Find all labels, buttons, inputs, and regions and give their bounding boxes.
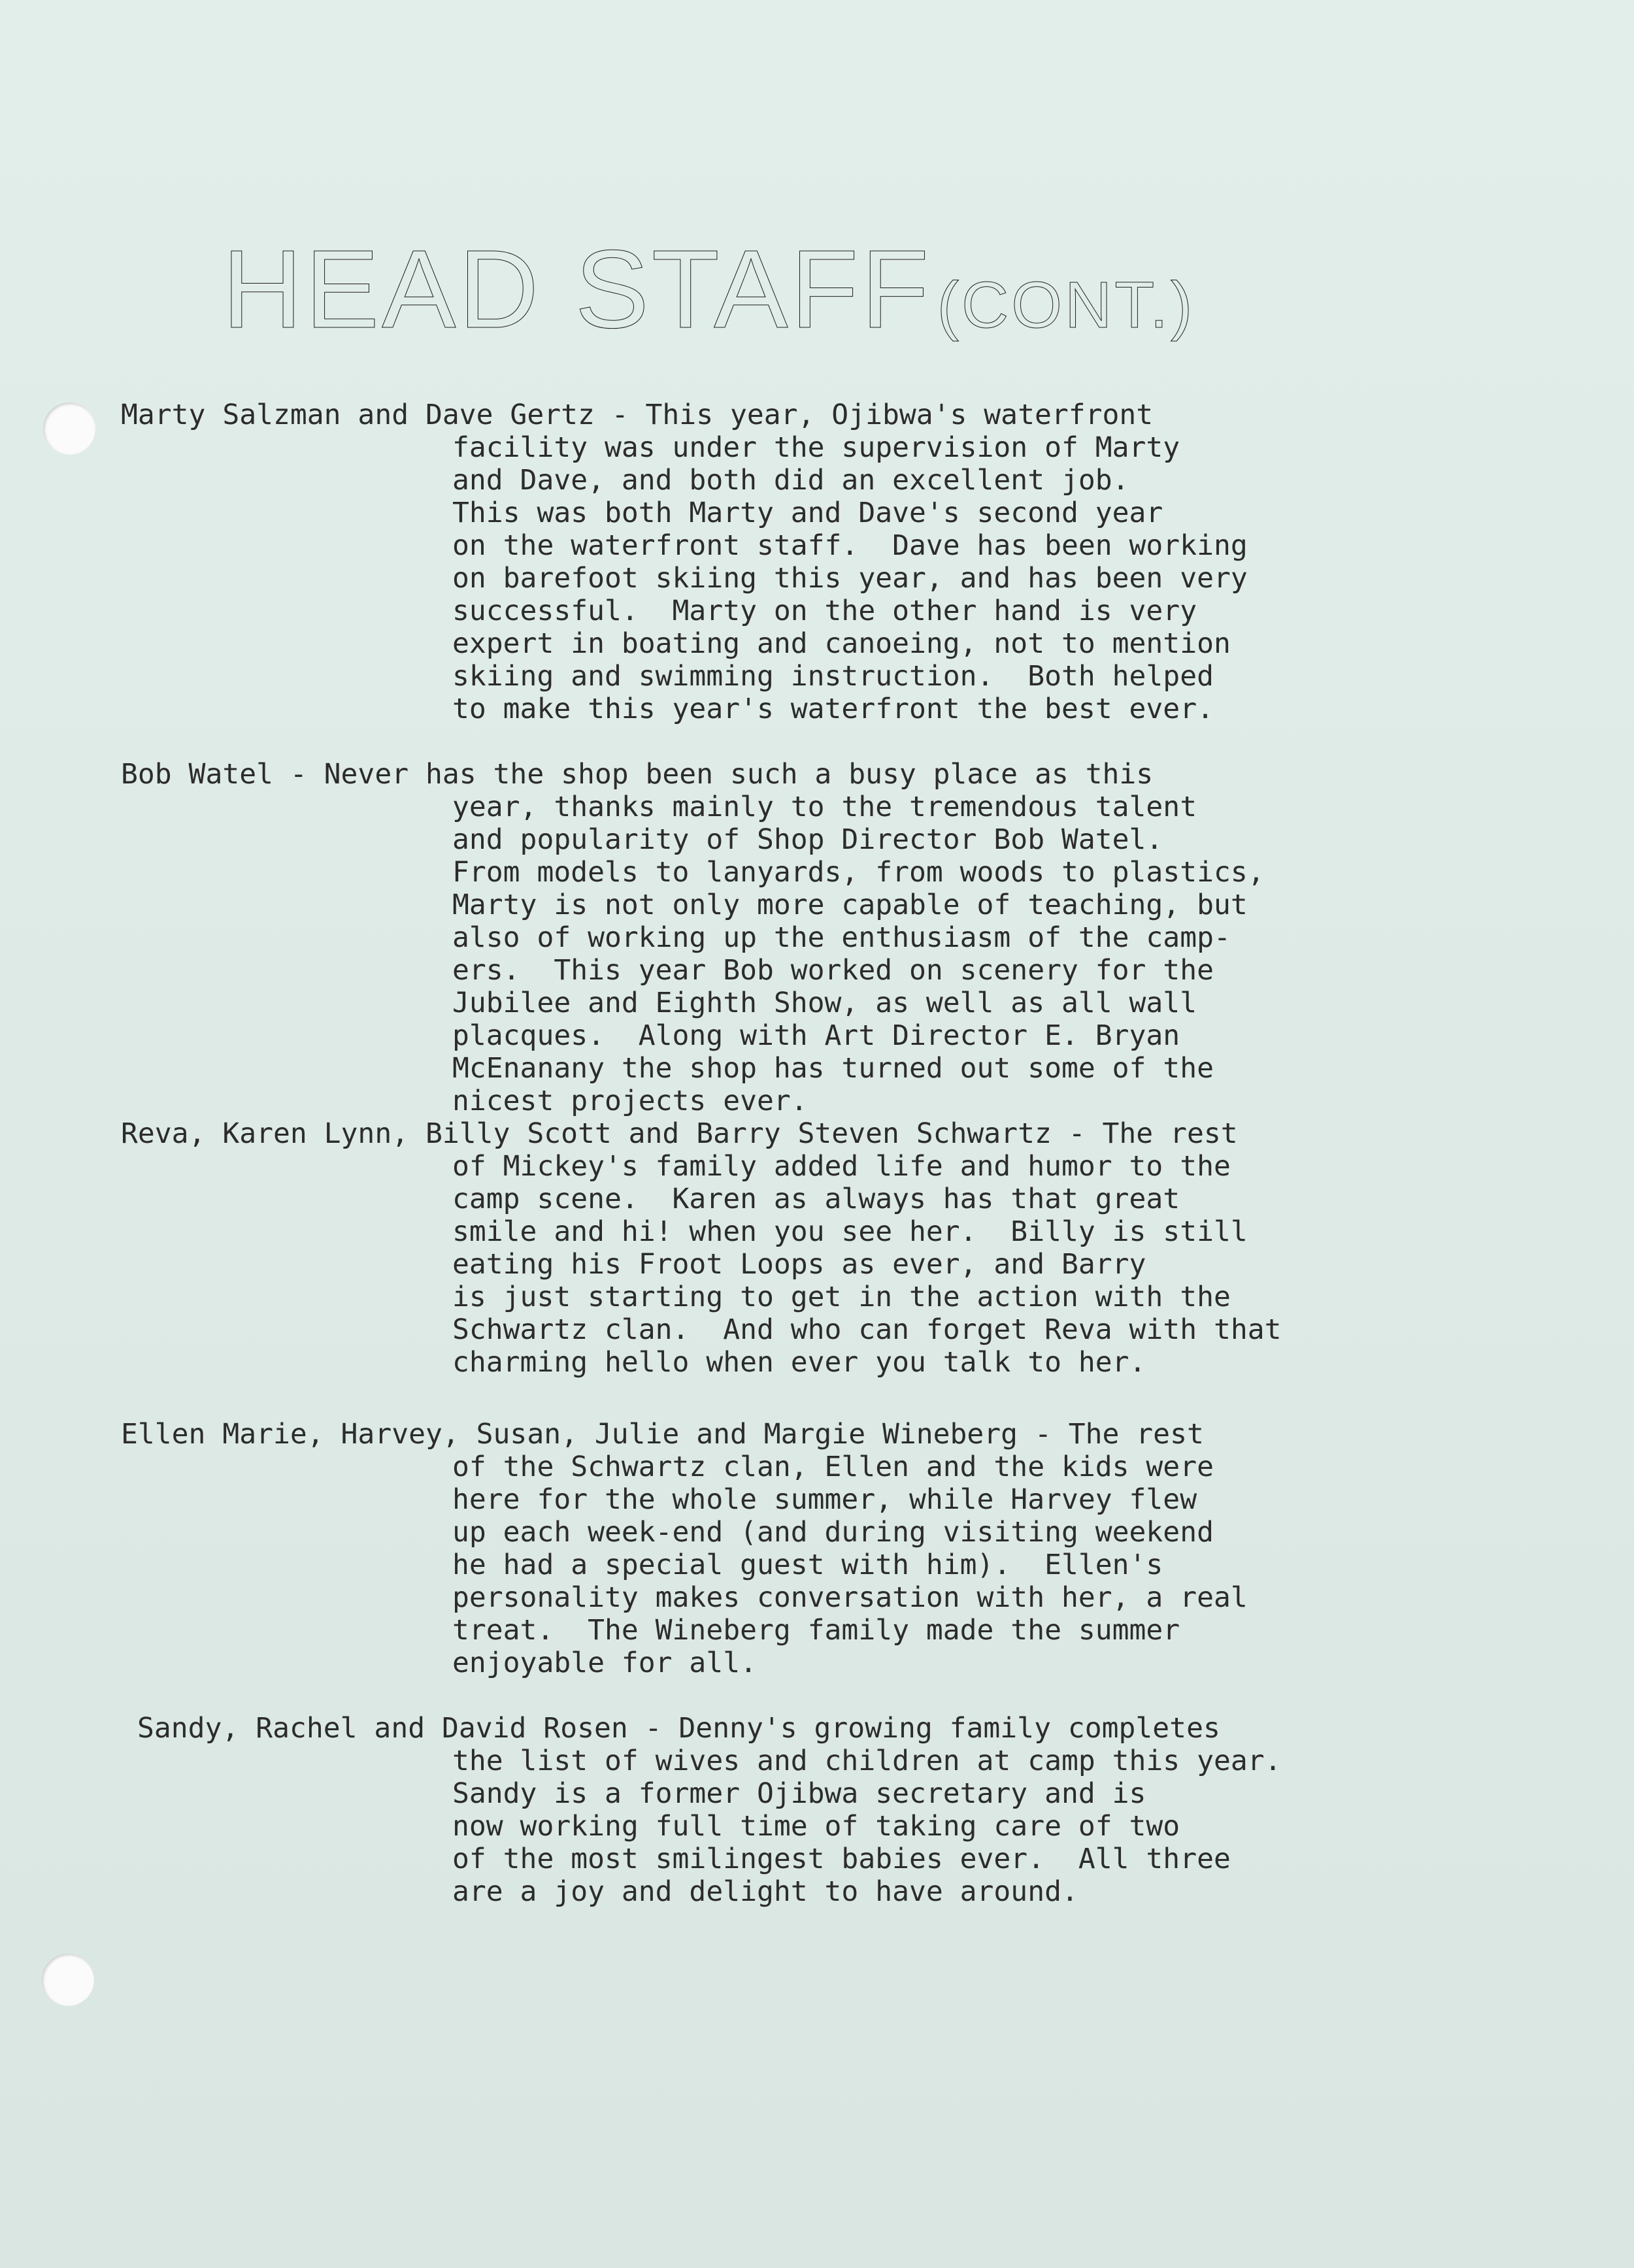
staff-entry-rosen	[137, 1712, 1282, 1908]
entry-line: to make this year's waterfront the best ever.	[452, 693, 1214, 725]
entry-line: Schwartz clan. And who can forget Reva with that	[452, 1313, 1282, 1346]
entry-line: Marty is not only more capable of teaching, but	[452, 889, 1248, 921]
entry-line: up each week-end (and during visiting weekend	[452, 1516, 1214, 1549]
entry-line: Reva, Karen Lynn, Billy Scott and Barry Steven Schwartz - The rest	[121, 1117, 1238, 1150]
entry-line: Bob Watel - Never has the shop been such a busy place as this	[121, 758, 1154, 791]
entry-line: are a joy and delight to have around.	[452, 1875, 1078, 1908]
entry-line: of the most smilingest babies ever. All three	[452, 1843, 1231, 1875]
entry-line: ers. This year Bob worked on scenery for the	[452, 954, 1214, 987]
entry-line: Jubilee and Eighth Show, as well as all wall	[452, 987, 1197, 1019]
entry-line: on barefoot skiing this year, and has been very	[452, 562, 1248, 595]
entry-line: facility was under the supervision of Marty	[452, 431, 1180, 464]
staff-entry-watel	[121, 758, 1265, 1117]
entry-line: of Mickey's family added life and humor to the	[452, 1150, 1231, 1183]
entry-line: now working full time of taking care of two	[452, 1810, 1180, 1843]
entry-line: expert in boating and canoeing, not to mention	[452, 627, 1231, 660]
entry-line: Ellen Marie, Harvey, Susan, Julie and Margie Wineberg - The rest	[121, 1418, 1204, 1451]
entry-line: camp scene. Karen as always has that great	[452, 1183, 1180, 1215]
entry-line: also of working up the enthusiasm of the camp-	[452, 921, 1231, 954]
entry-line: of the Schwartz clan, Ellen and the kids were	[452, 1451, 1214, 1483]
entry-line: successful. Marty on the other hand is very	[452, 595, 1197, 627]
entry-line: and Dave, and both did an excellent job.	[452, 464, 1129, 497]
entry-line: Sandy, Rachel and David Rosen - Denny's growing family completes	[137, 1712, 1220, 1745]
entry-line: year, thanks mainly to the tremendous talent	[452, 791, 1197, 823]
entry-line: eating his Froot Loops as ever, and Barry	[452, 1248, 1146, 1281]
staff-entry-wineberg	[121, 1418, 1248, 1679]
page-title	[222, 225, 1195, 353]
staff-entry-salzman-gertz	[121, 399, 1248, 725]
entry-line: McEnanany the shop has turned out some of the	[452, 1052, 1214, 1085]
entry-line: charming hello when ever you talk to her.	[452, 1346, 1146, 1379]
entry-line: From models to lanyards, from woods to plastics,	[452, 856, 1265, 889]
entry-line: This was both Marty and Dave's second year	[452, 497, 1163, 529]
entry-line: Sandy is a former Ojibwa secretary and is	[452, 1777, 1146, 1810]
entry-line: he had a special guest with him). Ellen's	[452, 1549, 1163, 1581]
staff-entry-schwartz	[121, 1117, 1282, 1379]
entry-line: is just starting to get in the action with the	[452, 1281, 1231, 1313]
entry-line: personality makes conversation with her, a real	[452, 1581, 1248, 1614]
entry-line: the list of wives and children at camp this year.	[452, 1745, 1282, 1777]
entry-line: skiing and swimming instruction. Both helped	[452, 660, 1214, 693]
title-main: HEAD STAFF	[222, 227, 932, 352]
punch-hole-bottom	[42, 1954, 94, 2006]
title-sub: (CONT.)	[937, 269, 1195, 342]
entry-line: placques. Along with Art Director E. Bryan	[452, 1019, 1180, 1052]
entry-line: Marty Salzman and Dave Gertz - This year, Ojibwa's waterfront	[121, 399, 1154, 431]
entry-line: enjoyable for all.	[452, 1647, 757, 1679]
entry-line: here for the whole summer, while Harvey flew	[452, 1483, 1197, 1516]
entry-line: smile and hi! when you see her. Billy is still	[452, 1215, 1248, 1248]
entry-line: on the waterfront staff. Dave has been working	[452, 529, 1248, 562]
entry-line: and popularity of Shop Director Bob Watel.	[452, 823, 1163, 856]
entry-line: treat. The Wineberg family made the summer	[452, 1614, 1180, 1647]
punch-hole-top	[43, 403, 95, 455]
entry-line: nicest projects ever.	[452, 1085, 808, 1117]
